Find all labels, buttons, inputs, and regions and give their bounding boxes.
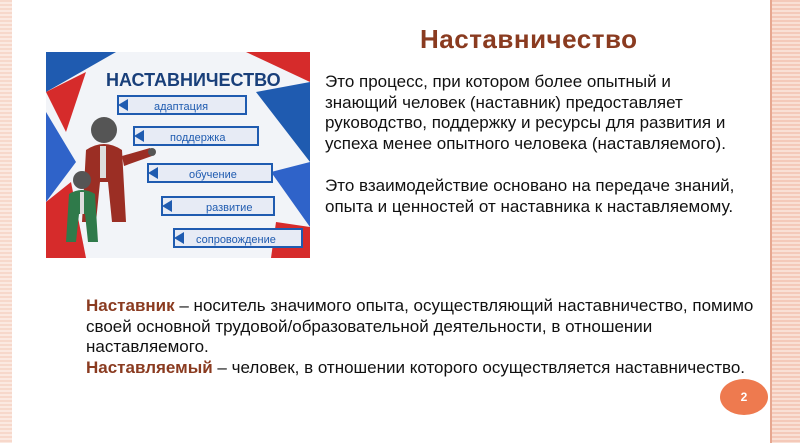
illustration-banner: НАСТАВНИЧЕСТВО <box>106 70 281 90</box>
step-label: развитие <box>206 202 253 214</box>
step-accompaniment <box>174 229 302 247</box>
definition-mentee <box>86 358 766 379</box>
description-paragraph-1: Это процесс, при котором более опытный и знающий человек (наставник) предоставляет руководство, поддержку и ресурсы для развития и успеха менее опытного человека (наставляемого). <box>325 72 726 153</box>
decorative-border-left <box>0 0 12 443</box>
description-paragraph-2: Это взаимодействие основано на передаче знаний, опыта и ценностей от наставника к наставляемому. <box>325 176 735 216</box>
slide-title: Наставничество <box>420 24 638 54</box>
mentorship-description <box>325 72 745 239</box>
step-label: адаптация <box>154 101 209 113</box>
step-support <box>134 127 258 145</box>
decorative-border-right <box>772 0 800 443</box>
step-label: сопровождение <box>196 234 276 246</box>
definition-term: Наставляемый <box>86 357 213 377</box>
step-training <box>148 164 272 182</box>
definition-mentor <box>86 296 766 358</box>
definition-text: – человек, в отношении которого осуществляется наставничество. <box>212 357 746 377</box>
step-development <box>162 197 274 215</box>
page-number-badge: 2 <box>720 379 768 415</box>
definitions-block <box>86 296 766 378</box>
step-label: поддержка <box>170 132 226 144</box>
definition-text: – носитель значимого опыта, осуществляющий наставничество, помимо своей основной трудовой/образовательной деятельности, в отношении наставляемого. <box>86 296 754 356</box>
step-label: обучение <box>189 169 237 181</box>
step-adaptation <box>118 96 246 114</box>
mentorship-illustration <box>46 52 310 258</box>
definition-term: Наставник <box>86 296 175 315</box>
